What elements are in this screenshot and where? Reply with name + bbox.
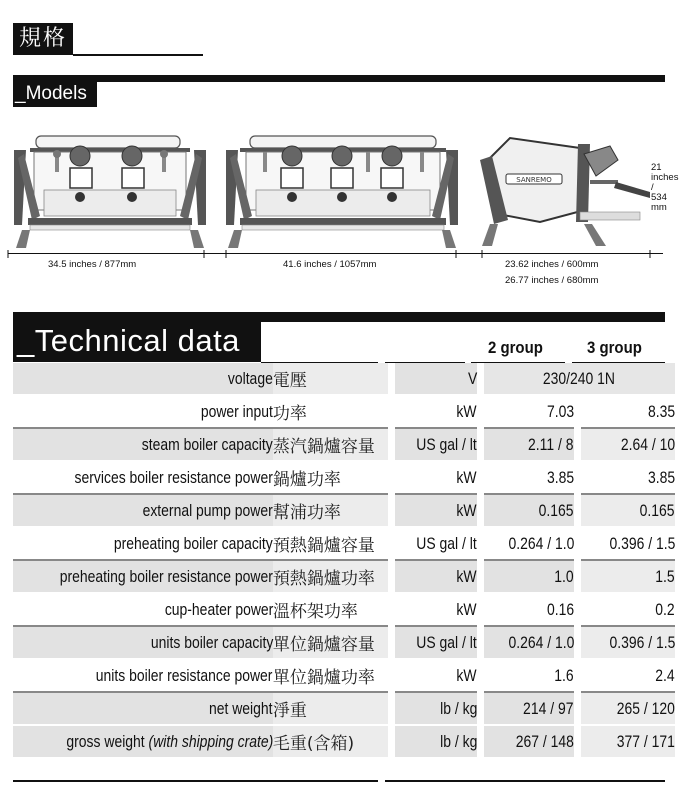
- row-unit: US gal / lt: [416, 533, 477, 553]
- heading-underline: [73, 54, 203, 56]
- row-value-2-group: 0.165: [538, 500, 574, 520]
- row-value-2-group: 1.6: [554, 665, 574, 685]
- table-row: [13, 627, 675, 660]
- row-label-en: power input: [200, 401, 273, 421]
- three-group-width: 41.6 inches / 1057mm: [283, 259, 377, 270]
- two-group-width: 34.5 inches / 877mm: [48, 259, 137, 270]
- row-label-zh: 電壓: [273, 363, 388, 396]
- side-view-machine-illustration: [480, 138, 650, 246]
- table-row: [13, 726, 675, 759]
- row-unit: V: [467, 368, 477, 388]
- row-unit: US gal / lt: [416, 632, 477, 652]
- row-value-2-group: 214 / 97: [523, 698, 574, 718]
- row-label-zh: 蒸汽鍋爐容量: [273, 429, 388, 462]
- row-label-zh: 溫杯架功率: [273, 594, 388, 627]
- row-unit: kW: [456, 500, 477, 520]
- row-label-zh: 鍋爐功率: [273, 462, 388, 495]
- row-value-3-group: 0.396 / 1.5: [608, 533, 675, 553]
- row-label-zh: 預熱鍋爐功率: [273, 561, 388, 594]
- row-unit: US gal / lt: [416, 434, 477, 454]
- row-label-en: cup-heater power: [164, 599, 273, 619]
- row-label-en: units boiler resistance power: [96, 665, 273, 685]
- row-value-2-group: 0.264 / 1.0: [507, 533, 574, 553]
- row-label-zh: 幫浦功率: [273, 495, 388, 528]
- row-label-en: preheating boiler capacity: [114, 533, 273, 553]
- row-unit: lb / kg: [439, 698, 477, 718]
- row-value-3-group: 3.85: [647, 467, 675, 487]
- table-row: [13, 594, 675, 627]
- table-row: [13, 462, 675, 495]
- row-value-3-group: 2.4: [655, 665, 675, 685]
- table-row: [13, 660, 675, 693]
- row-unit: kW: [456, 599, 477, 619]
- table-row: [13, 396, 675, 429]
- row-value-3-group: 1.5: [655, 566, 675, 586]
- row-label-en: net weight: [209, 698, 273, 718]
- table-row: [13, 561, 675, 594]
- column-header-3-group: 3 group: [587, 338, 642, 357]
- row-label-en: voltage: [227, 368, 273, 388]
- row-unit: kW: [456, 665, 477, 685]
- row-value-3-group: 2.64 / 10: [620, 434, 675, 454]
- technical-data-table: [13, 363, 675, 759]
- footer-rule: [385, 780, 665, 782]
- row-value-2-group: 2.11 / 8: [528, 434, 574, 454]
- row-unit: kW: [456, 467, 477, 487]
- row-value-3-group: 0.396 / 1.5: [608, 632, 675, 652]
- row-value-2-group: 0.16: [546, 599, 574, 619]
- row-label-zh: 預熱鍋爐容量: [273, 528, 388, 561]
- row-label-en: gross weight (with shipping crate): [65, 731, 273, 751]
- row-value-2-group: 267 / 148: [515, 731, 574, 751]
- row-value-2-group: 1.0: [554, 566, 574, 586]
- column-header-2-group: 2 group: [488, 338, 543, 357]
- row-label-en: external pump power: [142, 500, 273, 520]
- row-unit: kW: [456, 401, 477, 421]
- table-row: [13, 363, 675, 396]
- row-label-zh: 淨重: [273, 693, 388, 726]
- technical-data-title: _Technical data: [13, 322, 261, 362]
- row-unit: lb / kg: [439, 731, 477, 751]
- models-heading: _Models: [13, 81, 97, 107]
- table-row: [13, 495, 675, 528]
- three-group-machine-illustration: [226, 136, 458, 248]
- row-label-en: services boiler resistance power: [74, 467, 273, 487]
- models-divider: [13, 75, 665, 82]
- two-group-machine-illustration: [14, 136, 206, 248]
- depth-dimension-2: 26.77 inches / 680mm: [505, 275, 599, 286]
- technical-divider: [13, 312, 665, 322]
- height-dimension: 21 inches / 534 mm: [651, 162, 679, 213]
- row-value-3-group: 377 / 171: [616, 731, 675, 751]
- row-label-en: steam boiler capacity: [141, 434, 273, 454]
- row-value-3-group: 8.35: [647, 401, 675, 421]
- row-value-2-group: 7.03: [546, 401, 574, 421]
- row-label-en: preheating boiler resistance power: [59, 566, 273, 586]
- dimension-baseline: [8, 253, 663, 254]
- depth-dimension-1: 23.62 inches / 600mm: [505, 259, 599, 270]
- table-row: [13, 528, 675, 561]
- row-label-zh: 毛重(含箱): [273, 726, 388, 759]
- spec-heading: 規格: [13, 23, 73, 55]
- row-label-zh: 單位鍋爐功率: [273, 660, 388, 693]
- row-value-3-group: 265 / 120: [616, 698, 675, 718]
- row-value-merged: 230/240 1N: [543, 368, 616, 388]
- row-label-zh: 單位鍋爐容量: [273, 627, 388, 660]
- row-label-en: units boiler capacity: [150, 632, 273, 652]
- table-row: [13, 429, 675, 462]
- row-value-3-group: 0.165: [639, 500, 675, 520]
- row-value-3-group: 0.2: [655, 599, 675, 619]
- machine-drawings: [0, 130, 680, 260]
- row-value-2-group: 0.264 / 1.0: [507, 632, 574, 652]
- row-unit: kW: [456, 566, 477, 586]
- table-row: [13, 693, 675, 726]
- footer-rule: [13, 780, 378, 782]
- row-value-2-group: 3.85: [546, 467, 574, 487]
- row-label-zh: 功率: [273, 396, 388, 429]
- brand-logo: SANREMO: [516, 176, 552, 184]
